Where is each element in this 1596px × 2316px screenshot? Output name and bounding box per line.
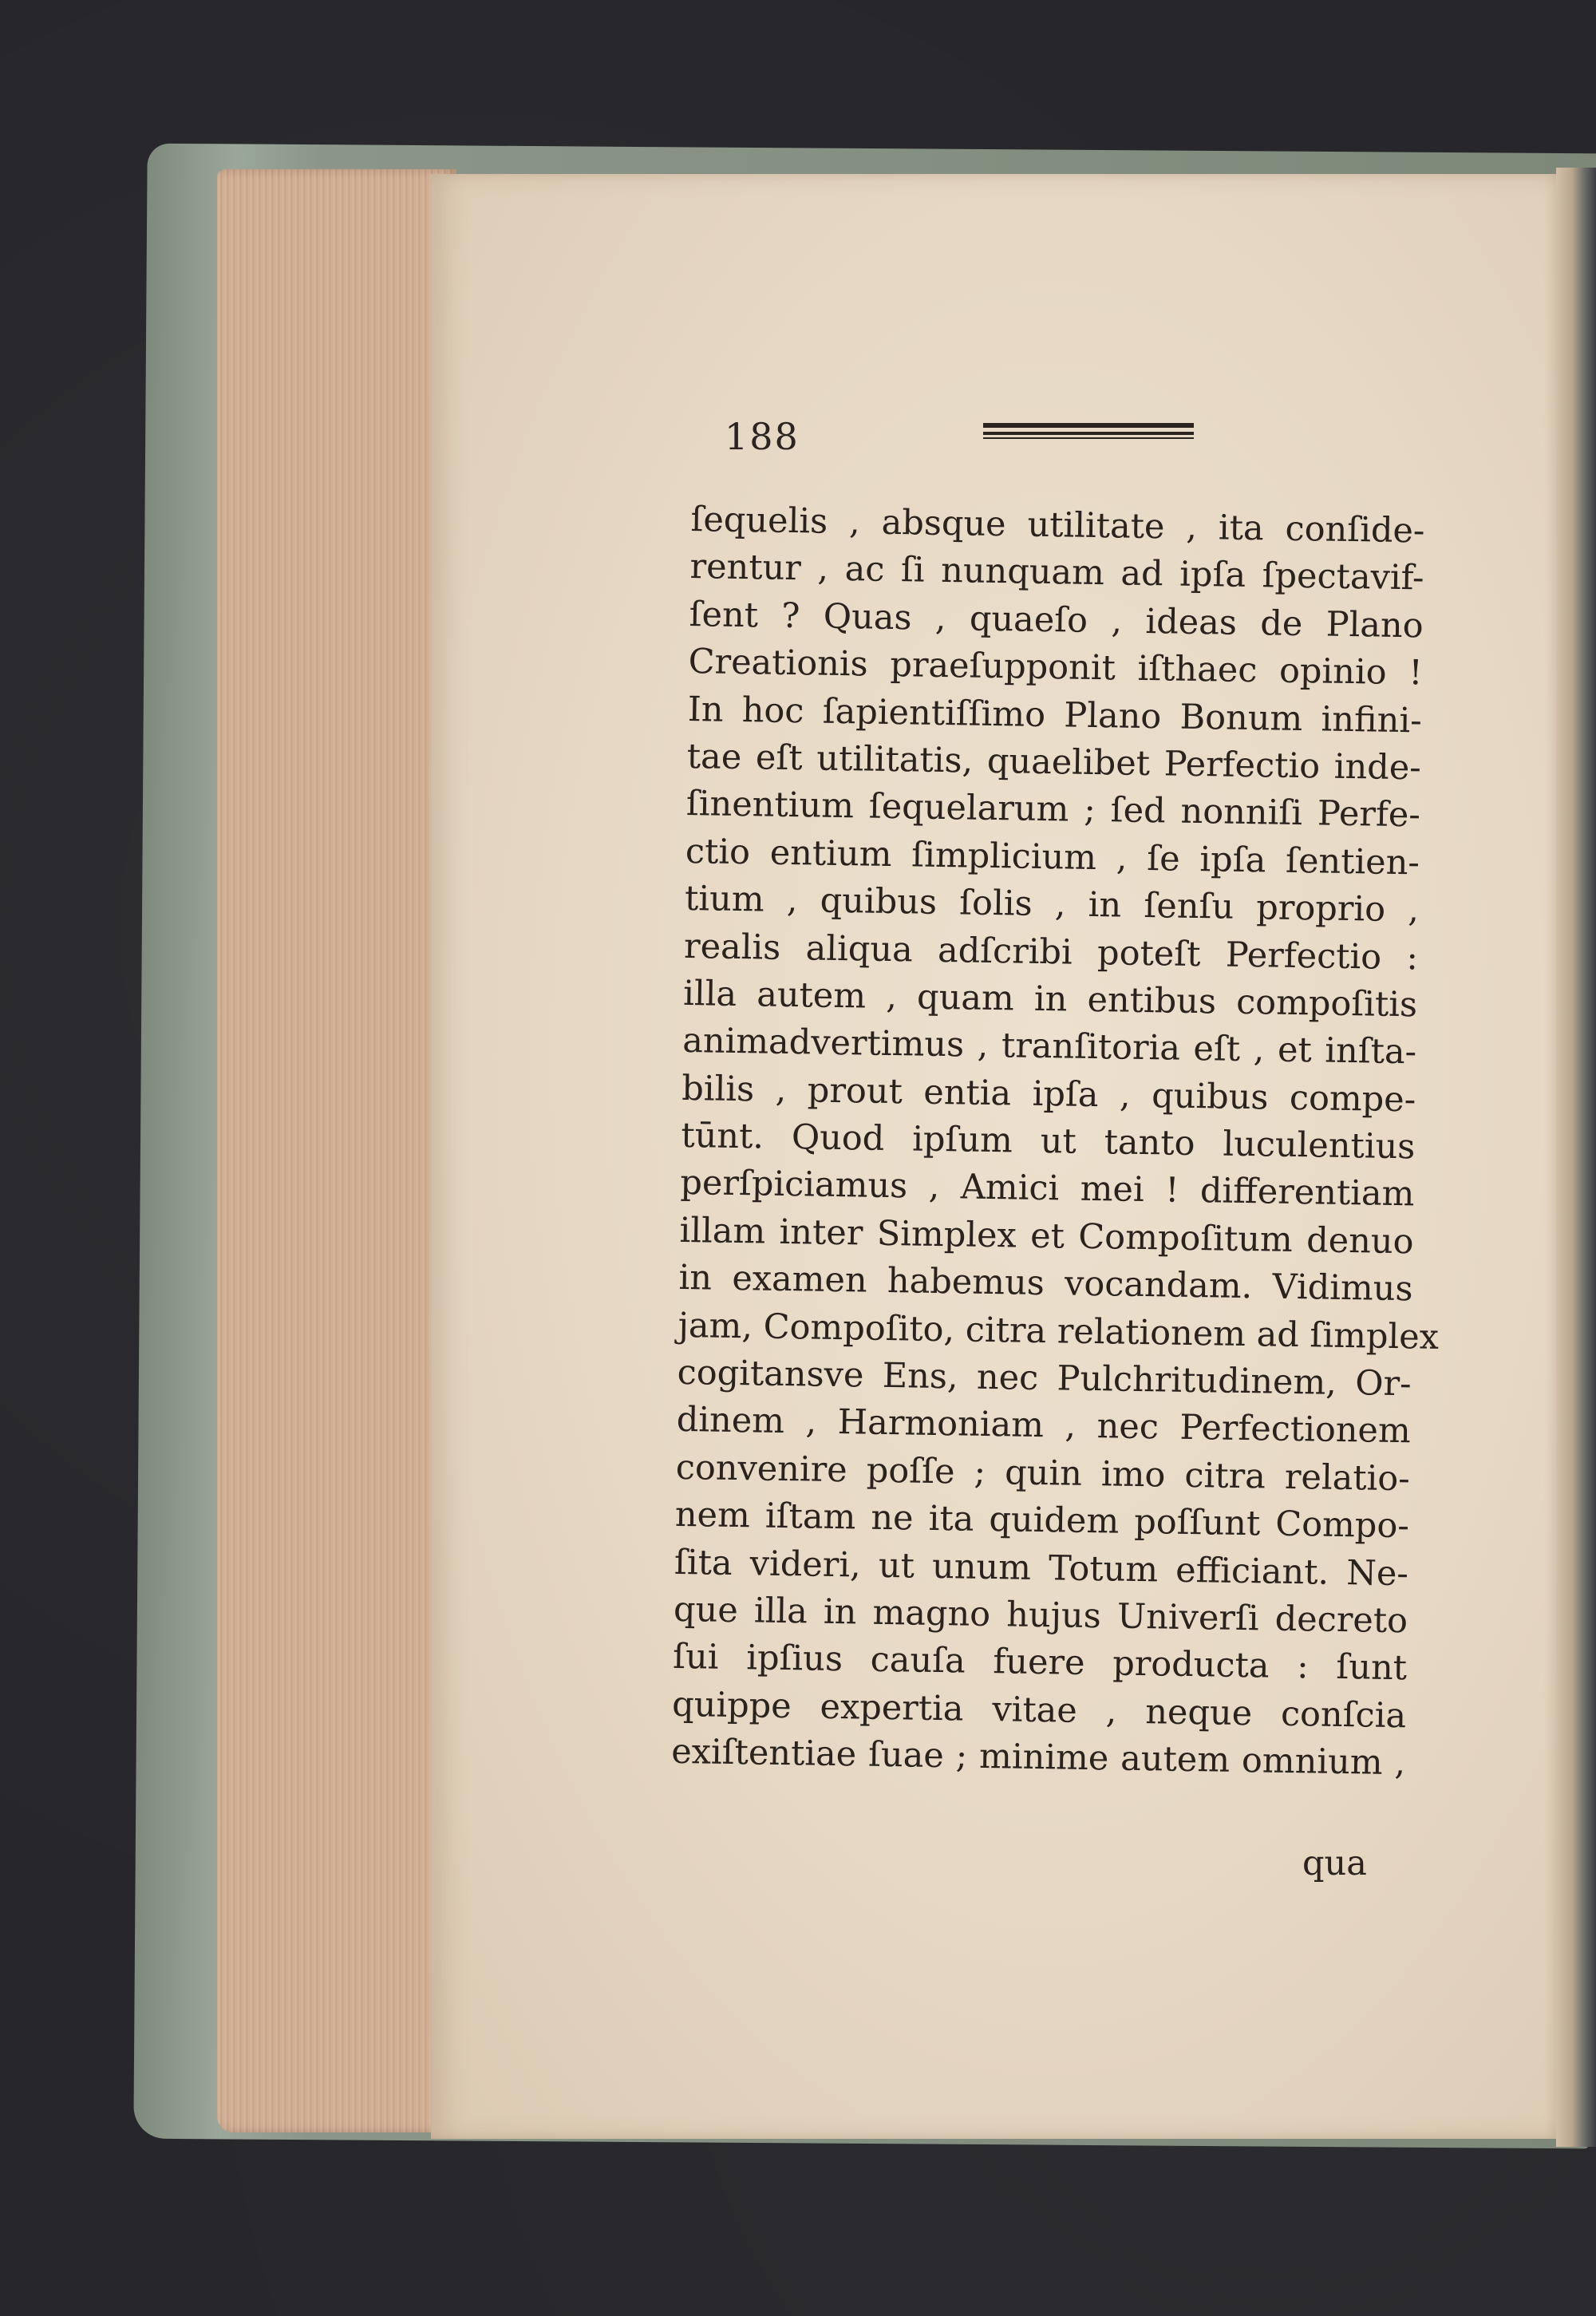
- text-line: illa autem , quam in entibus compoſitis: [682, 973, 1418, 1026]
- text-line: animadvertimus , tranſitoria eſt , et inſta-: [681, 1021, 1417, 1073]
- text-line: in examen habemus vocandam. Vidimus: [678, 1258, 1413, 1310]
- text-line: bilis , prout entia ipſa , quibus compe-: [681, 1068, 1416, 1120]
- text-line: perſpiciamus , Amici mei ! differentiam: [680, 1163, 1415, 1215]
- text-line: ſent ? Quas , quaeſo , ideas de Plano: [689, 594, 1424, 646]
- text-line: realis aliqua adſcribi poteſt Perfectio :: [683, 926, 1419, 978]
- text-line: tae eſt utilitatis, quaelibet Perfectio inde-: [686, 736, 1422, 788]
- text-line: ctio entium ſimplicium , ſe ipſa ſentien-: [685, 831, 1420, 883]
- text-line: convenire poſſe ; quin imo citra relatio-: [675, 1447, 1411, 1500]
- text-line: tūnt. Quod ipſum ut tanto luculentius: [681, 1115, 1416, 1168]
- text-line: jam, Compoſito, citra relationem ad ſimplex: [678, 1305, 1440, 1358]
- text-line: ſequelis , absque utilitate , ita conſide-: [690, 499, 1425, 551]
- text-line: dinem , Harmoniam , nec Perfectionem: [676, 1400, 1412, 1452]
- catchword: qua: [1302, 1844, 1367, 1883]
- text-line: Creationis praeſupponit iſthaec opinio !: [688, 642, 1424, 694]
- text-line: In hoc ſapientiſſimo Plano Bonum infini-: [687, 689, 1423, 741]
- text-line: nem iſtam ne ita quidem poſſunt Compo-: [674, 1495, 1410, 1547]
- text-line: exiſtentiae ſuae ; minime autem omnium ,: [670, 1731, 1406, 1784]
- text-line: quippe expertia vitae , neque conſcia: [671, 1684, 1407, 1737]
- text-line: que illa in magno hujus Univerſi decreto: [673, 1589, 1408, 1642]
- text-line: ſinentium ſequelarum ; ſed nonniſi Perfe-: [685, 784, 1421, 836]
- text-line: cogitansve Ens, nec Pulchritudinem, Or-: [677, 1352, 1412, 1405]
- text-line: tium , quibus ſolis , in ſenſu proprio ,: [684, 879, 1420, 931]
- text-line: illam inter Simplex et Compoſitum denuo: [679, 1210, 1414, 1263]
- page-edges: [217, 169, 456, 2132]
- body-text: [670, 496, 1440, 1788]
- text-line: rentur , ac ſi nunquam ad ipſa ſpectavif-: [689, 547, 1424, 599]
- page-number: 188: [725, 415, 800, 458]
- book-gutter: [1556, 168, 1596, 2147]
- text-line: ſita videri, ut unum Totum efficiant. Ne-: [674, 1542, 1409, 1594]
- header-rule: [983, 423, 1194, 439]
- text-line: ſui ipſius cauſa fuere producta : ſunt: [672, 1637, 1408, 1689]
